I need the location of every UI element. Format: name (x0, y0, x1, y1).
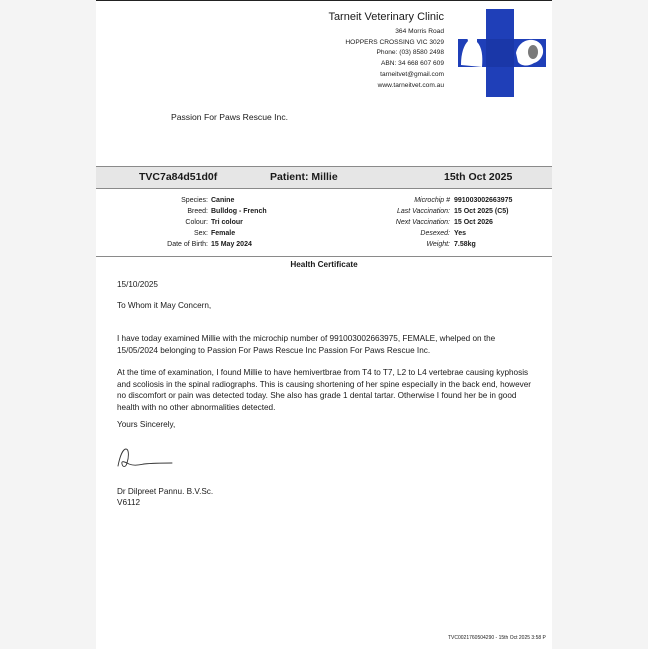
clinic-info (328, 11, 444, 91)
detail-label: Desexed: (420, 230, 450, 237)
certificate-page (96, 0, 552, 649)
pet-details (96, 195, 330, 250)
vet-name: Dr Dilpreet Pannu. B.V.Sc. (117, 487, 214, 496)
detail-value: 991003002663975 (454, 197, 513, 204)
detail-row (96, 206, 330, 217)
health-details (346, 195, 552, 250)
detail-label: Breed: (187, 208, 208, 215)
patient-name: Patient: Millie (270, 171, 338, 183)
detail-label: Colour: (185, 219, 208, 226)
clinic-name: Tarneit Veterinary Clinic (328, 11, 444, 23)
clinic-website: www.tarneitvet.com.au (377, 81, 444, 89)
clinic-address-line2: HOPPERS CROSSING VIC 3029 (345, 38, 444, 46)
detail-label: Species: (181, 197, 208, 204)
detail-value: 15 Oct 2025 (C5) (454, 208, 509, 215)
clinic-phone: Phone: (03) 8580 2498 (376, 49, 444, 57)
detail-value: Tri colour (211, 219, 243, 226)
detail-row (346, 228, 552, 239)
detail-value: 15 May 2024 (211, 241, 252, 248)
certificate-date: 15/10/2025 (117, 280, 158, 289)
certificate-title: Health Certificate (96, 256, 552, 269)
detail-label: Weight: (426, 241, 450, 248)
detail-label: Last Vaccination: (396, 208, 450, 215)
detail-label: Microchip # (414, 197, 450, 204)
clinic-address-line1: 364 Morris Road (395, 28, 444, 35)
detail-row (96, 217, 330, 228)
detail-value: 15 Oct 2026 (454, 219, 493, 226)
detail-value: 7.58kg (454, 241, 476, 248)
clinic-logo-icon (458, 9, 546, 97)
detail-row (96, 195, 330, 206)
detail-row (346, 239, 552, 250)
record-id: TVC7a84d51d0f (139, 171, 218, 183)
detail-value: Female (211, 230, 236, 237)
patient-banner (96, 166, 552, 189)
signature (114, 444, 176, 474)
closing: Yours Sincerely, (117, 420, 176, 429)
clinic-abn: ABN: 34 668 607 609 (380, 60, 444, 68)
detail-label: Date of Birth: (167, 241, 208, 248)
detail-value: Canine (211, 197, 235, 204)
salutation: To Whom it May Concern, (117, 301, 212, 310)
vet-registration: V6112 (117, 498, 141, 507)
detail-label: Sex: (193, 230, 208, 237)
detail-row (346, 217, 552, 228)
paragraph-examination: I have today examined Millie with the microchip number of 991003002663975, FEMALE, whelped on the 15/05/2024 belonging to Passion For Paws Rescue Inc Passion For Paws Rescue Inc. (117, 334, 496, 355)
detail-value: Bulldog - French (211, 208, 267, 215)
paragraph-findings: At the time of examination, I found Millie to have hemivertbrae from T4 to T7, L2 to L4 vertebrae causing kyphosis and scoliosis in the spinal radiographs. This is causing shortening of her spine especially in the back end, however no discomfort or pain was detected today. She also has grade 1 dental tartar. Otherwise I found her be in good health with no other abnormalities detected. (117, 368, 532, 412)
clinic-email: tarneitvet@gmail.com (380, 70, 444, 78)
detail-row (96, 239, 330, 250)
detail-value: Yes (454, 230, 467, 237)
banner-date: 15th Oct 2025 (444, 171, 513, 183)
detail-label: Next Vaccination: (395, 219, 450, 226)
detail-row (346, 195, 552, 206)
detail-row (96, 228, 330, 239)
document-footer: TVC0021760504290 - 15th Oct 2025 3:58 P (448, 635, 546, 641)
recipient-name: Passion For Paws Rescue Inc. (171, 112, 289, 122)
detail-row (346, 206, 552, 217)
